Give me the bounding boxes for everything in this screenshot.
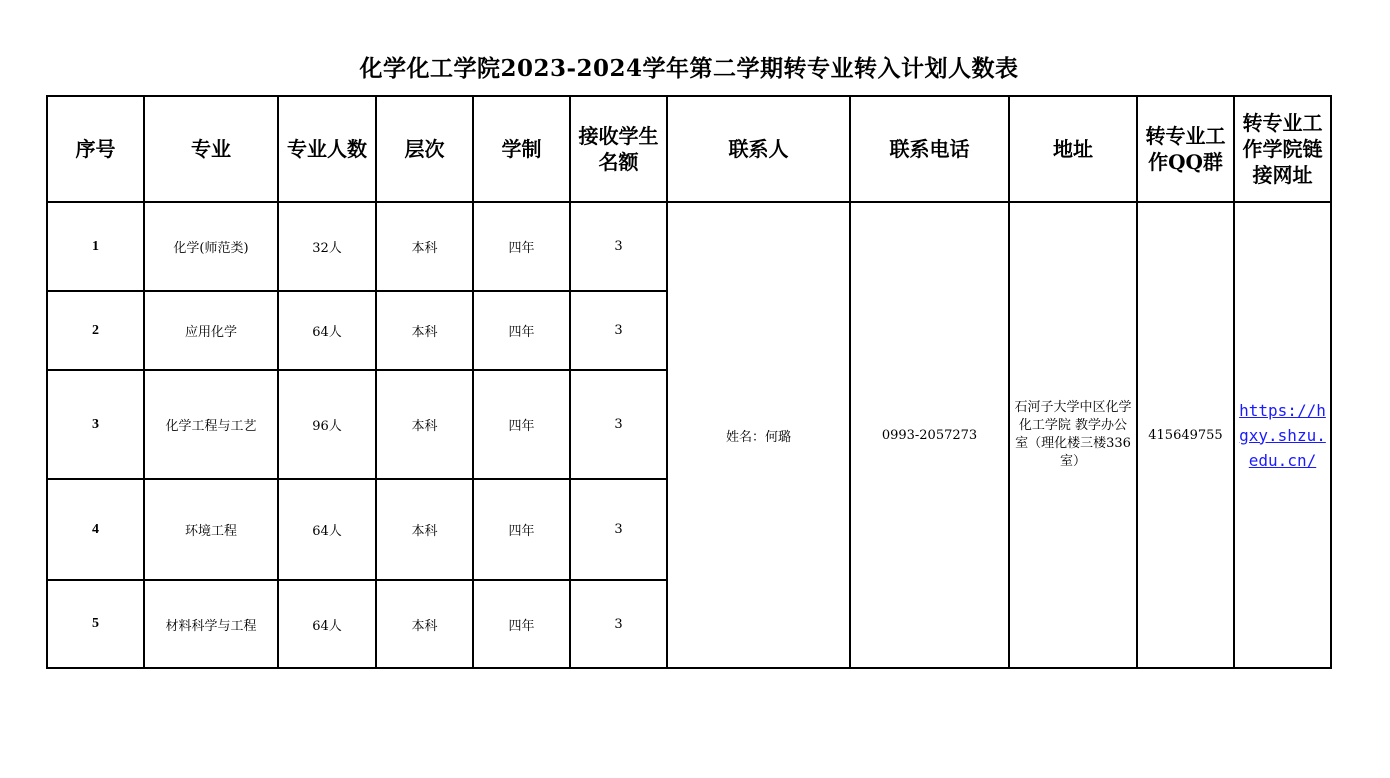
header-phone: 联系电话 — [850, 96, 1009, 202]
cell-duration: 四年 — [473, 291, 570, 370]
cell-duration: 四年 — [473, 479, 570, 580]
cell-count: 96人 — [278, 370, 376, 479]
cell-seq: 4 — [47, 479, 144, 580]
cell-major: 应用化学 — [144, 291, 278, 370]
cell-duration: 四年 — [473, 370, 570, 479]
cell-level: 本科 — [376, 370, 473, 479]
cell-major: 材料科学与工程 — [144, 580, 278, 668]
cell-level: 本科 — [376, 580, 473, 668]
cell-count: 64人 — [278, 291, 376, 370]
cell-major: 化学(师范类) — [144, 202, 278, 291]
header-address: 地址 — [1009, 96, 1137, 202]
cell-count: 64人 — [278, 479, 376, 580]
cell-qq: 415649755 — [1137, 202, 1234, 668]
header-count: 专业人数 — [278, 96, 376, 202]
cell-phone: 0993-2057273 — [850, 202, 1009, 668]
header-major: 专业 — [144, 96, 278, 202]
cell-link — [1234, 202, 1331, 668]
cell-quota: 3 — [570, 479, 667, 580]
cell-quota: 3 — [570, 202, 667, 291]
header-duration: 学制 — [473, 96, 570, 202]
cell-quota: 3 — [570, 291, 667, 370]
cell-seq: 5 — [47, 580, 144, 668]
cell-contact: 姓名：何璐 — [667, 202, 850, 668]
page-title: 化学化工学院2023-2024学年第二学期转专业转入计划人数表 — [359, 55, 1019, 82]
header-seq: 序号 — [47, 96, 144, 202]
cell-count: 64人 — [278, 580, 376, 668]
header-contact: 联系人 — [667, 96, 850, 202]
cell-level: 本科 — [376, 479, 473, 580]
cell-quota: 3 — [570, 370, 667, 479]
cell-major: 化学工程与工艺 — [144, 370, 278, 479]
header-level: 层次 — [376, 96, 473, 202]
college-link[interactable]: https://hgxy.shzu.edu.cn/ — [1239, 400, 1326, 470]
cell-seq: 2 — [47, 291, 144, 370]
header-link: 转专业工作学院链接网址 — [1234, 96, 1331, 202]
cell-major: 环境工程 — [144, 479, 278, 580]
cell-address: 石河子大学中区化学化工学院 教学办公室（理化楼三楼336室） — [1009, 202, 1137, 668]
cell-seq: 3 — [47, 370, 144, 479]
cell-seq: 1 — [47, 202, 144, 291]
cell-level: 本科 — [376, 202, 473, 291]
header-qq: 转专业工作QQ群 — [1137, 96, 1234, 202]
header-quota: 接收学生名额 — [570, 96, 667, 202]
header-row — [47, 96, 1331, 202]
cell-duration: 四年 — [473, 202, 570, 291]
cell-level: 本科 — [376, 291, 473, 370]
quota-table — [46, 95, 1332, 669]
cell-quota: 3 — [570, 580, 667, 668]
cell-duration: 四年 — [473, 580, 570, 668]
cell-count: 32人 — [278, 202, 376, 291]
table-row — [47, 202, 1331, 291]
